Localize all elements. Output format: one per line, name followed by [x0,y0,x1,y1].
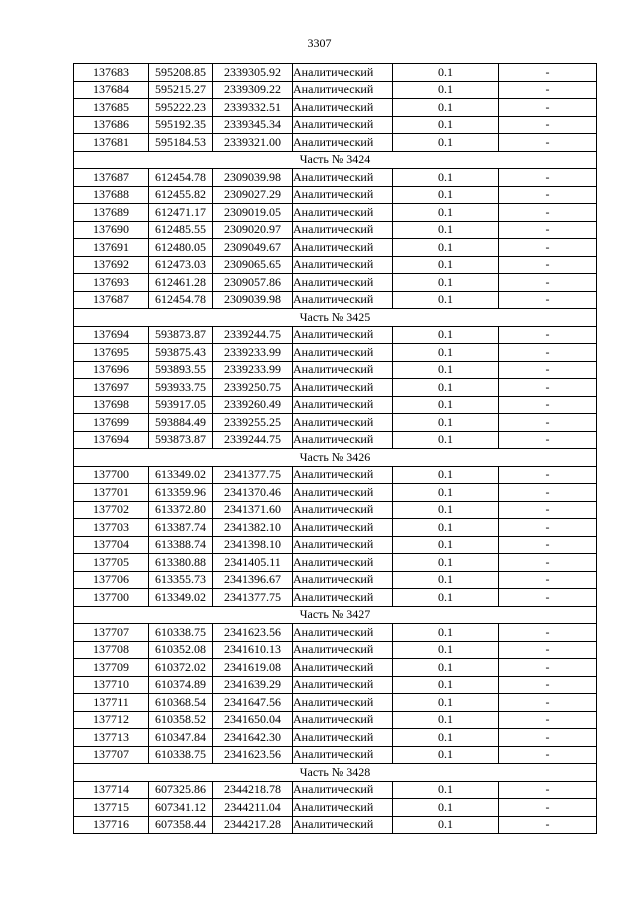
x-coordinate-cell: 610338.75 [149,624,213,642]
table-row [74,221,597,239]
point-id-cell: 137692 [74,256,149,274]
coordinates-table [73,63,597,834]
y-coordinate-cell: 2309039.98 [213,291,293,309]
y-coordinate-cell: 2309027.29 [213,186,293,204]
x-coordinate-cell: 593933.75 [149,379,213,397]
accuracy-cell: 0.1 [393,99,499,117]
point-id-cell: 137687 [74,169,149,187]
x-coordinate-cell: 610368.54 [149,694,213,712]
note-cell: - [499,781,597,799]
point-id-cell: 137704 [74,536,149,554]
note-cell: - [499,81,597,99]
y-coordinate-cell: 2341623.56 [213,624,293,642]
point-id-cell: 137693 [74,274,149,292]
point-id-cell: 137687 [74,291,149,309]
accuracy-cell: 0.1 [393,781,499,799]
x-coordinate-cell: 607341.12 [149,799,213,817]
y-coordinate-cell: 2341370.46 [213,484,293,502]
table-row [74,536,597,554]
x-coordinate-cell: 613387.74 [149,519,213,537]
accuracy-cell: 0.1 [393,589,499,607]
y-coordinate-cell: 2344211.04 [213,799,293,817]
method-cell: Аналитический [293,711,393,729]
method-cell: Аналитический [293,361,393,379]
table-row [74,81,597,99]
y-coordinate-cell: 2309019.05 [213,204,293,222]
accuracy-cell: 0.1 [393,729,499,747]
note-cell: - [499,431,597,449]
point-id-cell: 137697 [74,379,149,397]
section-title: Часть № 3424 [74,151,597,169]
x-coordinate-cell: 593875.43 [149,344,213,362]
note-cell: - [499,729,597,747]
note-cell: - [499,519,597,537]
y-coordinate-cell: 2339260.49 [213,396,293,414]
table-row [74,554,597,572]
note-cell: - [499,694,597,712]
method-cell: Аналитический [293,344,393,362]
x-coordinate-cell: 593884.49 [149,414,213,432]
table-row [74,361,597,379]
note-cell: - [499,274,597,292]
note-cell: - [499,379,597,397]
method-cell: Аналитический [293,414,393,432]
note-cell: - [499,554,597,572]
method-cell: Аналитический [293,571,393,589]
note-cell: - [499,221,597,239]
accuracy-cell: 0.1 [393,554,499,572]
y-coordinate-cell: 2341377.75 [213,466,293,484]
y-coordinate-cell: 2344217.28 [213,816,293,834]
x-coordinate-cell: 607325.86 [149,781,213,799]
point-id-cell: 137707 [74,624,149,642]
table-row [74,641,597,659]
x-coordinate-cell: 612454.78 [149,169,213,187]
point-id-cell: 137709 [74,659,149,677]
note-cell: - [499,589,597,607]
y-coordinate-cell: 2339233.99 [213,344,293,362]
note-cell: - [499,344,597,362]
x-coordinate-cell: 593873.87 [149,326,213,344]
y-coordinate-cell: 2341619.08 [213,659,293,677]
method-cell: Аналитический [293,729,393,747]
method-cell: Аналитический [293,676,393,694]
accuracy-cell: 0.1 [393,326,499,344]
y-coordinate-cell: 2339309.22 [213,81,293,99]
accuracy-cell: 0.1 [393,204,499,222]
method-cell: Аналитический [293,641,393,659]
table-row [74,729,597,747]
note-cell: - [499,169,597,187]
x-coordinate-cell: 613388.74 [149,536,213,554]
x-coordinate-cell: 612454.78 [149,291,213,309]
accuracy-cell: 0.1 [393,256,499,274]
note-cell: - [499,641,597,659]
table-row [74,291,597,309]
point-id-cell: 137684 [74,81,149,99]
table-row [74,589,597,607]
x-coordinate-cell: 613349.02 [149,466,213,484]
coordinates-table-body [74,64,597,834]
table-row [74,99,597,117]
accuracy-cell: 0.1 [393,169,499,187]
method-cell: Аналитический [293,221,393,239]
table-row [74,116,597,134]
accuracy-cell: 0.1 [393,641,499,659]
x-coordinate-cell: 610372.02 [149,659,213,677]
table-row [74,781,597,799]
point-id-cell: 137694 [74,326,149,344]
table-row [74,64,597,82]
y-coordinate-cell: 2339255.25 [213,414,293,432]
section-header-row [74,449,597,467]
point-id-cell: 137716 [74,816,149,834]
accuracy-cell: 0.1 [393,571,499,589]
method-cell: Аналитический [293,274,393,292]
x-coordinate-cell: 612485.55 [149,221,213,239]
table-row [74,711,597,729]
y-coordinate-cell: 2339250.75 [213,379,293,397]
point-id-cell: 137683 [74,64,149,82]
accuracy-cell: 0.1 [393,431,499,449]
point-id-cell: 137706 [74,571,149,589]
point-id-cell: 137681 [74,134,149,152]
y-coordinate-cell: 2341610.13 [213,641,293,659]
table-row [74,659,597,677]
note-cell: - [499,361,597,379]
note-cell: - [499,204,597,222]
table-row [74,676,597,694]
accuracy-cell: 0.1 [393,186,499,204]
method-cell: Аналитический [293,431,393,449]
table-row [74,571,597,589]
point-id-cell: 137701 [74,484,149,502]
accuracy-cell: 0.1 [393,659,499,677]
section-title: Часть № 3427 [74,606,597,624]
x-coordinate-cell: 612480.05 [149,239,213,257]
method-cell: Аналитический [293,99,393,117]
x-coordinate-cell: 595215.27 [149,81,213,99]
table-row [74,501,597,519]
note-cell: - [499,624,597,642]
accuracy-cell: 0.1 [393,816,499,834]
section-header-row [74,309,597,327]
y-coordinate-cell: 2339244.75 [213,431,293,449]
note-cell: - [499,414,597,432]
accuracy-cell: 0.1 [393,116,499,134]
table-row [74,169,597,187]
x-coordinate-cell: 612473.03 [149,256,213,274]
y-coordinate-cell: 2341647.56 [213,694,293,712]
note-cell: - [499,536,597,554]
method-cell: Аналитический [293,186,393,204]
y-coordinate-cell: 2339244.75 [213,326,293,344]
accuracy-cell: 0.1 [393,344,499,362]
accuracy-cell: 0.1 [393,676,499,694]
point-id-cell: 137712 [74,711,149,729]
x-coordinate-cell: 613349.02 [149,589,213,607]
x-coordinate-cell: 595222.23 [149,99,213,117]
note-cell: - [499,659,597,677]
section-header-row [74,151,597,169]
x-coordinate-cell: 610338.75 [149,746,213,764]
table-row [74,519,597,537]
accuracy-cell: 0.1 [393,799,499,817]
method-cell: Аналитический [293,326,393,344]
note-cell: - [499,396,597,414]
point-id-cell: 137713 [74,729,149,747]
y-coordinate-cell: 2341405.11 [213,554,293,572]
method-cell: Аналитический [293,379,393,397]
y-coordinate-cell: 2339321.00 [213,134,293,152]
note-cell: - [499,116,597,134]
accuracy-cell: 0.1 [393,624,499,642]
note-cell: - [499,326,597,344]
y-coordinate-cell: 2309057.86 [213,274,293,292]
y-coordinate-cell: 2341639.29 [213,676,293,694]
method-cell: Аналитический [293,799,393,817]
y-coordinate-cell: 2341650.04 [213,711,293,729]
table-row [74,694,597,712]
y-coordinate-cell: 2341642.30 [213,729,293,747]
accuracy-cell: 0.1 [393,81,499,99]
x-coordinate-cell: 593873.87 [149,431,213,449]
method-cell: Аналитический [293,536,393,554]
method-cell: Аналитический [293,81,393,99]
point-id-cell: 137705 [74,554,149,572]
table-row [74,344,597,362]
note-cell: - [499,746,597,764]
y-coordinate-cell: 2341623.56 [213,746,293,764]
point-id-cell: 137694 [74,431,149,449]
x-coordinate-cell: 610347.84 [149,729,213,747]
method-cell: Аналитический [293,134,393,152]
point-id-cell: 137696 [74,361,149,379]
point-id-cell: 137691 [74,239,149,257]
section-header-row [74,764,597,782]
y-coordinate-cell: 2339345.34 [213,116,293,134]
table-row [74,746,597,764]
point-id-cell: 137688 [74,186,149,204]
method-cell: Аналитический [293,64,393,82]
y-coordinate-cell: 2339332.51 [213,99,293,117]
method-cell: Аналитический [293,781,393,799]
method-cell: Аналитический [293,204,393,222]
x-coordinate-cell: 593893.55 [149,361,213,379]
method-cell: Аналитический [293,291,393,309]
note-cell: - [499,99,597,117]
x-coordinate-cell: 613372.80 [149,501,213,519]
accuracy-cell: 0.1 [393,239,499,257]
note-cell: - [499,711,597,729]
table-row [74,414,597,432]
accuracy-cell: 0.1 [393,221,499,239]
x-coordinate-cell: 595208.85 [149,64,213,82]
note-cell: - [499,256,597,274]
note-cell: - [499,799,597,817]
accuracy-cell: 0.1 [393,484,499,502]
method-cell: Аналитический [293,519,393,537]
method-cell: Аналитический [293,396,393,414]
point-id-cell: 137711 [74,694,149,712]
method-cell: Аналитический [293,116,393,134]
accuracy-cell: 0.1 [393,414,499,432]
note-cell: - [499,816,597,834]
table-row [74,816,597,834]
note-cell: - [499,134,597,152]
page-number: 3307 [307,36,332,50]
note-cell: - [499,291,597,309]
method-cell: Аналитический [293,746,393,764]
section-header-row [74,606,597,624]
point-id-cell: 137698 [74,396,149,414]
accuracy-cell: 0.1 [393,361,499,379]
y-coordinate-cell: 2341377.75 [213,589,293,607]
y-coordinate-cell: 2344218.78 [213,781,293,799]
accuracy-cell: 0.1 [393,291,499,309]
method-cell: Аналитический [293,554,393,572]
y-coordinate-cell: 2339305.92 [213,64,293,82]
method-cell: Аналитический [293,169,393,187]
x-coordinate-cell: 607358.44 [149,816,213,834]
point-id-cell: 137695 [74,344,149,362]
accuracy-cell: 0.1 [393,396,499,414]
table-row [74,239,597,257]
x-coordinate-cell: 613380.88 [149,554,213,572]
point-id-cell: 137699 [74,414,149,432]
x-coordinate-cell: 595192.35 [149,116,213,134]
y-coordinate-cell: 2309049.67 [213,239,293,257]
accuracy-cell: 0.1 [393,466,499,484]
y-coordinate-cell: 2341371.60 [213,501,293,519]
y-coordinate-cell: 2341396.67 [213,571,293,589]
accuracy-cell: 0.1 [393,64,499,82]
table-row [74,274,597,292]
method-cell: Аналитический [293,501,393,519]
table-row [74,186,597,204]
y-coordinate-cell: 2339233.99 [213,361,293,379]
point-id-cell: 137690 [74,221,149,239]
accuracy-cell: 0.1 [393,711,499,729]
table-row [74,204,597,222]
note-cell: - [499,676,597,694]
point-id-cell: 137685 [74,99,149,117]
table-row [74,431,597,449]
y-coordinate-cell: 2309065.65 [213,256,293,274]
accuracy-cell: 0.1 [393,519,499,537]
table-row [74,799,597,817]
x-coordinate-cell: 612471.17 [149,204,213,222]
note-cell: - [499,239,597,257]
x-coordinate-cell: 593917.05 [149,396,213,414]
accuracy-cell: 0.1 [393,134,499,152]
point-id-cell: 137702 [74,501,149,519]
x-coordinate-cell: 612461.28 [149,274,213,292]
method-cell: Аналитический [293,239,393,257]
x-coordinate-cell: 595184.53 [149,134,213,152]
x-coordinate-cell: 613359.96 [149,484,213,502]
point-id-cell: 137707 [74,746,149,764]
method-cell: Аналитический [293,466,393,484]
point-id-cell: 137714 [74,781,149,799]
note-cell: - [499,571,597,589]
method-cell: Аналитический [293,659,393,677]
y-coordinate-cell: 2309039.98 [213,169,293,187]
point-id-cell: 137710 [74,676,149,694]
x-coordinate-cell: 612455.82 [149,186,213,204]
x-coordinate-cell: 610374.89 [149,676,213,694]
section-title: Часть № 3428 [74,764,597,782]
table-row [74,484,597,502]
accuracy-cell: 0.1 [393,501,499,519]
accuracy-cell: 0.1 [393,694,499,712]
method-cell: Аналитический [293,694,393,712]
y-coordinate-cell: 2341398.10 [213,536,293,554]
method-cell: Аналитический [293,624,393,642]
point-id-cell: 137689 [74,204,149,222]
note-cell: - [499,64,597,82]
x-coordinate-cell: 610358.52 [149,711,213,729]
method-cell: Аналитический [293,589,393,607]
point-id-cell: 137715 [74,799,149,817]
table-row [74,379,597,397]
method-cell: Аналитический [293,484,393,502]
table-row [74,624,597,642]
x-coordinate-cell: 613355.73 [149,571,213,589]
section-title: Часть № 3426 [74,449,597,467]
note-cell: - [499,484,597,502]
x-coordinate-cell: 610352.08 [149,641,213,659]
point-id-cell: 137700 [74,589,149,607]
accuracy-cell: 0.1 [393,274,499,292]
accuracy-cell: 0.1 [393,379,499,397]
accuracy-cell: 0.1 [393,536,499,554]
note-cell: - [499,466,597,484]
section-title: Часть № 3425 [74,309,597,327]
accuracy-cell: 0.1 [393,746,499,764]
method-cell: Аналитический [293,256,393,274]
table-row [74,396,597,414]
point-id-cell: 137700 [74,466,149,484]
note-cell: - [499,186,597,204]
table-row [74,326,597,344]
y-coordinate-cell: 2309020.97 [213,221,293,239]
table-row [74,466,597,484]
point-id-cell: 137703 [74,519,149,537]
point-id-cell: 137708 [74,641,149,659]
note-cell: - [499,501,597,519]
y-coordinate-cell: 2341382.10 [213,519,293,537]
table-row [74,134,597,152]
method-cell: Аналитический [293,816,393,834]
point-id-cell: 137686 [74,116,149,134]
table-row [74,256,597,274]
